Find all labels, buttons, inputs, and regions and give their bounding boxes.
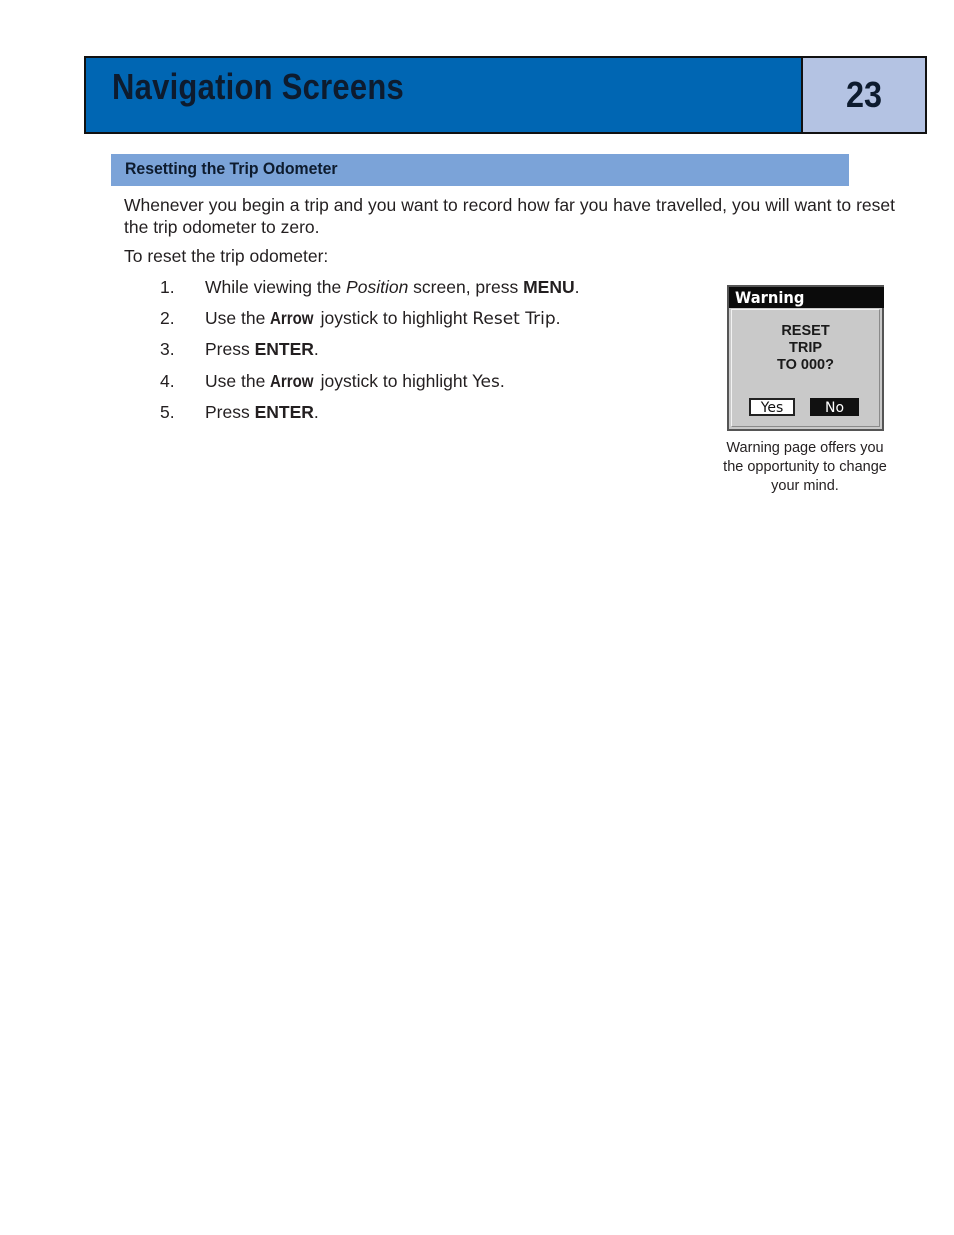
- step-text: .: [499, 371, 505, 391]
- intro-paragraph: Whenever you begin a trip and you want to record how far you have travelled, you will want to reset the trip odometer to zero.: [124, 195, 895, 237]
- step-key: Arrow: [270, 308, 314, 328]
- step-key: ENTER: [254, 339, 314, 359]
- caption-line: Warning page offers you: [726, 440, 884, 456]
- warning-message-line-2: TRIP: [788, 340, 823, 356]
- section-title: Resetting the Trip Odometer: [125, 159, 338, 178]
- step-key: Arrow: [270, 371, 314, 391]
- warning-message-line-1: RESET: [781, 323, 830, 339]
- step-text: Use the: [205, 371, 271, 391]
- step-number: 1.: [160, 277, 175, 297]
- step-3: [160, 338, 319, 360]
- step-text: joystick to highlight: [315, 371, 473, 391]
- caption-line: your mind.: [771, 478, 839, 494]
- warning-screen-illustration: [727, 285, 884, 431]
- step-1: [160, 276, 580, 298]
- step-text: joystick to highlight: [315, 308, 473, 328]
- page-number: 23: [845, 74, 883, 115]
- step-screen-option: Yes: [472, 372, 500, 392]
- step-screen-name: Position: [346, 277, 409, 297]
- step-key: MENU: [523, 277, 575, 297]
- caption-line: the opportunity to change: [723, 459, 887, 475]
- step-number: 3.: [160, 339, 175, 359]
- step-text: .: [313, 339, 319, 359]
- step-number: 5.: [160, 402, 175, 422]
- lead-in-text: To reset the trip odometer:: [124, 246, 329, 266]
- step-text: screen, press: [408, 277, 524, 297]
- page-title: Navigation Screens: [112, 66, 404, 107]
- step-4: [160, 370, 505, 393]
- figure-caption: [712, 439, 898, 496]
- step-text: Press: [205, 339, 255, 359]
- step-text: .: [313, 402, 319, 422]
- step-screen-option: Reset Trip: [472, 309, 556, 329]
- step-text: .: [574, 277, 580, 297]
- warning-message-line-3: TO 000?: [777, 357, 834, 373]
- step-number: 4.: [160, 371, 175, 391]
- step-key: ENTER: [254, 402, 314, 422]
- warning-title: Warning: [735, 288, 805, 307]
- step-text: .: [555, 308, 561, 328]
- step-5: [160, 401, 319, 423]
- step-number: 2.: [160, 308, 175, 328]
- no-button[interactable]: No: [810, 398, 859, 416]
- step-text: While viewing the: [205, 277, 347, 297]
- warning-title-bar: [729, 287, 884, 308]
- yes-button[interactable]: Yes: [749, 398, 795, 416]
- page-number-box: [801, 56, 927, 134]
- step-2: [160, 307, 561, 330]
- step-text: Use the: [205, 308, 271, 328]
- step-text: Press: [205, 402, 255, 422]
